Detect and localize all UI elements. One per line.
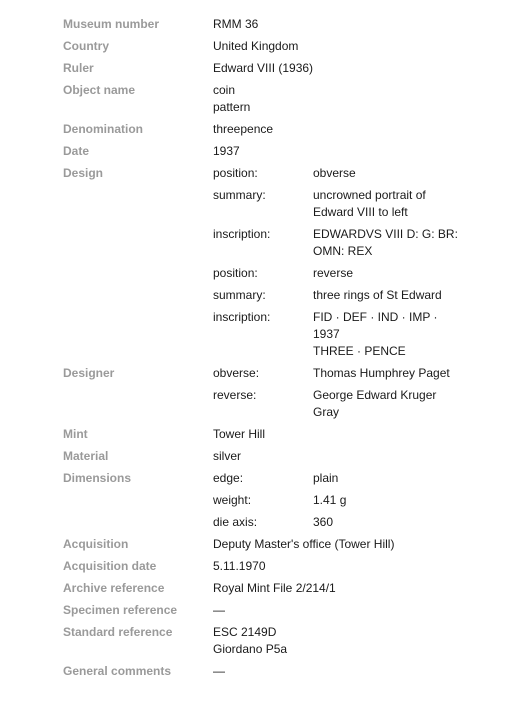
design-value-line: FID · DEF · IND · IMP · xyxy=(313,310,438,324)
dimensions-value xyxy=(313,492,346,509)
design-key: position: xyxy=(213,266,258,280)
value-ruler: Edward VIII (1936) xyxy=(213,61,314,75)
designer-value-line: Gray xyxy=(313,405,340,419)
object-name-line: coin xyxy=(213,83,236,97)
design-value xyxy=(313,265,353,282)
design-key: summary: xyxy=(213,188,266,202)
value-general-comments: — xyxy=(213,664,225,678)
label-object-name: Object name xyxy=(63,83,136,97)
design-value-line: OMN: REX xyxy=(313,244,373,258)
design-value xyxy=(313,187,426,221)
value-mint: Tower Hill xyxy=(213,427,266,441)
dimensions-value xyxy=(313,514,333,531)
design-value xyxy=(313,226,458,260)
design-value xyxy=(313,309,437,360)
dimensions-value-line: 1.41 g xyxy=(313,493,347,507)
object-name-line: pattern xyxy=(213,100,251,114)
dimensions-key: weight: xyxy=(213,493,252,507)
value-standard-reference xyxy=(213,624,287,658)
dimensions-value-line: plain xyxy=(313,471,339,485)
design-value-line: obverse xyxy=(313,166,356,180)
value-acquisition: Deputy Master's office (Tower Hill) xyxy=(213,537,395,551)
label-standard-reference: Standard reference xyxy=(63,625,173,639)
design-value xyxy=(313,165,356,182)
designer-key: reverse: xyxy=(213,388,257,402)
value-date: 1937 xyxy=(213,144,240,158)
label-dimensions: Dimensions xyxy=(63,471,132,485)
design-value-line: Edward VIII to left xyxy=(313,205,408,219)
value-acquisition-date: 5.11.1970 xyxy=(213,559,266,573)
dimensions-value xyxy=(313,470,338,487)
designer-key: obverse: xyxy=(213,366,260,380)
designer-value xyxy=(313,387,436,421)
value-material: silver xyxy=(213,449,242,463)
value-museum-number: RMM 36 xyxy=(213,17,259,31)
dimensions-key: edge: xyxy=(213,471,244,485)
design-key: summary: xyxy=(213,288,266,302)
label-designer: Designer xyxy=(63,366,115,380)
design-key: inscription: xyxy=(213,310,271,324)
value-denomination: threepence xyxy=(213,122,274,136)
label-date: Date xyxy=(63,144,90,158)
designer-value-line: Thomas Humphrey Paget xyxy=(313,366,450,380)
designer-value-line: George Edward Kruger xyxy=(313,388,437,402)
design-key: inscription: xyxy=(213,227,271,241)
designer-value xyxy=(313,365,450,382)
standard-reference-line: ESC 2149D xyxy=(213,625,277,639)
label-mint: Mint xyxy=(63,427,88,441)
design-value-line: THREE · PENCE xyxy=(313,344,406,358)
design-value-line: reverse xyxy=(313,266,354,280)
design-value-line: EDWARDVS VIII D: G: BR: xyxy=(313,227,458,241)
label-material: Material xyxy=(63,449,109,463)
label-specimen-reference: Specimen reference xyxy=(63,603,178,617)
label-denomination: Denomination xyxy=(63,122,143,136)
design-value xyxy=(313,287,442,304)
value-archive-reference: Royal Mint File 2/214/1 xyxy=(213,581,336,595)
dimensions-value-line: 360 xyxy=(313,515,334,529)
label-general-comments: General comments xyxy=(63,664,172,678)
standard-reference-line: Giordano P5a xyxy=(213,642,288,656)
value-specimen-reference: — xyxy=(213,603,225,617)
label-design: Design xyxy=(63,166,104,180)
value-object-name xyxy=(213,82,250,116)
label-museum-number: Museum number xyxy=(63,17,160,31)
label-acquisition: Acquisition xyxy=(63,537,129,551)
label-acquisition-date: Acquisition date xyxy=(63,559,157,573)
dimensions-key: die axis: xyxy=(213,515,258,529)
design-value-line: three rings of St Edward xyxy=(313,288,442,302)
design-value-line: uncrowned portrait of xyxy=(313,188,426,202)
value-country: United Kingdom xyxy=(213,39,299,53)
label-country: Country xyxy=(63,39,109,53)
design-key: position: xyxy=(213,166,258,180)
design-value-line: 1937 xyxy=(313,327,340,341)
label-ruler: Ruler xyxy=(63,61,94,75)
label-archive-reference: Archive reference xyxy=(63,581,165,595)
